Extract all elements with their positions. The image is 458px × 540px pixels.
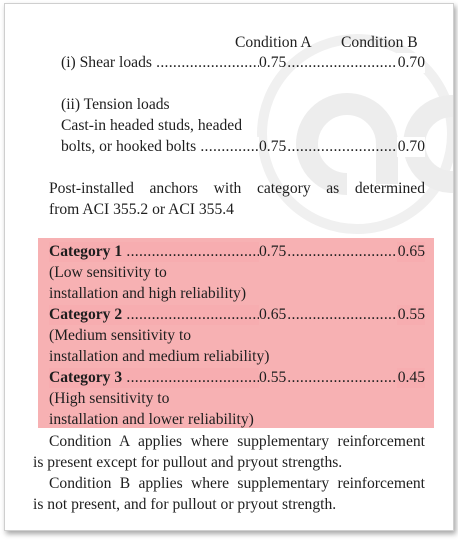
note-a-line1: Condition A applies where supplementary reinforcement: [49, 433, 425, 450]
category-3-label: Category 3: [49, 369, 123, 386]
category-2-value-a: 0.65: [259, 306, 287, 323]
category-1-desc1: (Low sensitivity to: [49, 264, 167, 281]
document-page: [4, 3, 454, 531]
category-2-value-b: 0.55: [397, 306, 425, 323]
row-category-3: [49, 368, 425, 388]
category-1-label: Category 1: [49, 243, 123, 260]
category-1-value-b: 0.65: [397, 243, 425, 260]
category-3-value-a: 0.55: [259, 369, 287, 386]
note-b-line2: is not present, and for pullout or pryout strength.: [33, 496, 337, 513]
tension-value-b: 0.70: [397, 138, 425, 155]
note-b-line1: Condition B applies where supplementary reinforcement: [49, 475, 425, 492]
tension-label: bolts, or hooked bolts: [61, 138, 197, 155]
category-2-desc1: (Medium sensitivity to: [49, 327, 192, 344]
shear-label: (i) Shear loads: [61, 54, 152, 71]
tension-line1: Cast-in headed studs, headed: [61, 117, 243, 134]
row-shear-loads: [61, 53, 425, 73]
row-category-1: [49, 242, 425, 262]
category-3-desc2: installation and lower reliability): [49, 411, 254, 428]
header-condition-a: Condition A: [235, 34, 312, 51]
category-3-value-b: 0.45: [397, 369, 425, 386]
shear-value-b: 0.70: [397, 54, 425, 71]
category-2-label: Category 2: [49, 306, 123, 323]
category-3-desc1: (High sensitivity to: [49, 390, 170, 407]
category-1-value-a: 0.75: [259, 243, 287, 260]
category-2-desc2: installation and medium reliability): [49, 348, 270, 365]
post-installed-line2: from ACI 355.2 or ACI 355.4: [49, 201, 234, 218]
note-a-line2: is present except for pullout and pryout strengths.: [33, 454, 343, 471]
category-1-desc2: installation and high reliability): [49, 285, 247, 302]
row-category-2: [49, 305, 425, 325]
header-condition-b: Condition B: [341, 34, 418, 51]
tension-value-a: 0.75: [259, 138, 287, 155]
post-installed-line1: Post-installed anchors with category as determined: [49, 180, 425, 197]
shear-value-a: 0.75: [259, 54, 287, 71]
row-tension-loads: [61, 137, 425, 157]
tension-heading: (ii) Tension loads: [61, 96, 170, 113]
